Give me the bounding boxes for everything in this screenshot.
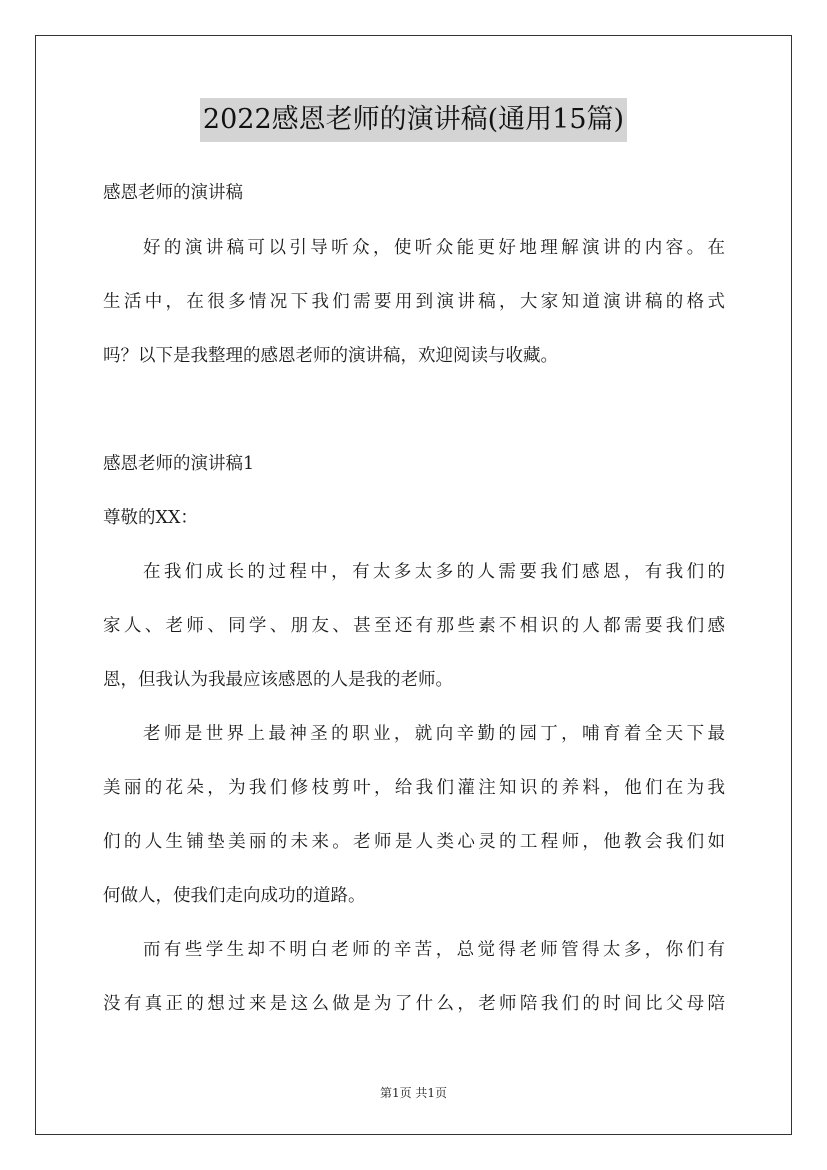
paragraph-line: 何做人，使我们走向成功的道路。 xyxy=(103,886,366,906)
paragraph-line: 生活中，在很多情况下我们需要用到演讲稿，大家知道演讲稿的格式 xyxy=(103,292,725,312)
paragraph-line: 吗？以下是我整理的感恩老师的演讲稿，欢迎阅读与收藏。 xyxy=(103,346,558,366)
page-number-footer: 第1页 共1页 xyxy=(379,1086,448,1100)
section-heading: 感恩老师的演讲稿 xyxy=(103,183,243,203)
paragraph-line: 好的演讲稿可以引导听众，使听众能更好地理解演讲的内容。在 xyxy=(143,238,725,258)
document-title: 2022感恩老师的演讲稿(通用15篇) xyxy=(200,98,627,142)
salutation: 尊敬的XX： xyxy=(103,508,198,528)
paragraph-line: 家人、老师、同学、朋友、甚至还有那些素不相识的人都需要我们感 xyxy=(103,616,725,636)
paragraph-line: 们的人生铺垫美丽的未来。老师是人类心灵的工程师，他教会我们如 xyxy=(103,832,725,852)
paragraph-line: 恩，但我认为我最应该感恩的人是我的老师。 xyxy=(103,670,453,690)
paragraph-line: 没有真正的想过来是这么做是为了什么，老师陪我们的时间比父母陪 xyxy=(103,994,725,1014)
paragraph-line: 在我们成长的过程中，有太多太多的人需要我们感恩，有我们的 xyxy=(143,562,725,582)
title-area xyxy=(0,98,827,142)
paragraph-line: 老师是世界上最神圣的职业，就向辛勤的园丁，哺育着全天下最 xyxy=(143,724,725,744)
paragraph-line: 美丽的花朵，为我们修枝剪叶，给我们灌注知识的养料，他们在为我 xyxy=(103,778,725,798)
section-heading: 感恩老师的演讲稿1 xyxy=(103,454,255,474)
paragraph-line: 而有些学生却不明白老师的辛苦，总觉得老师管得太多，你们有 xyxy=(143,940,725,960)
